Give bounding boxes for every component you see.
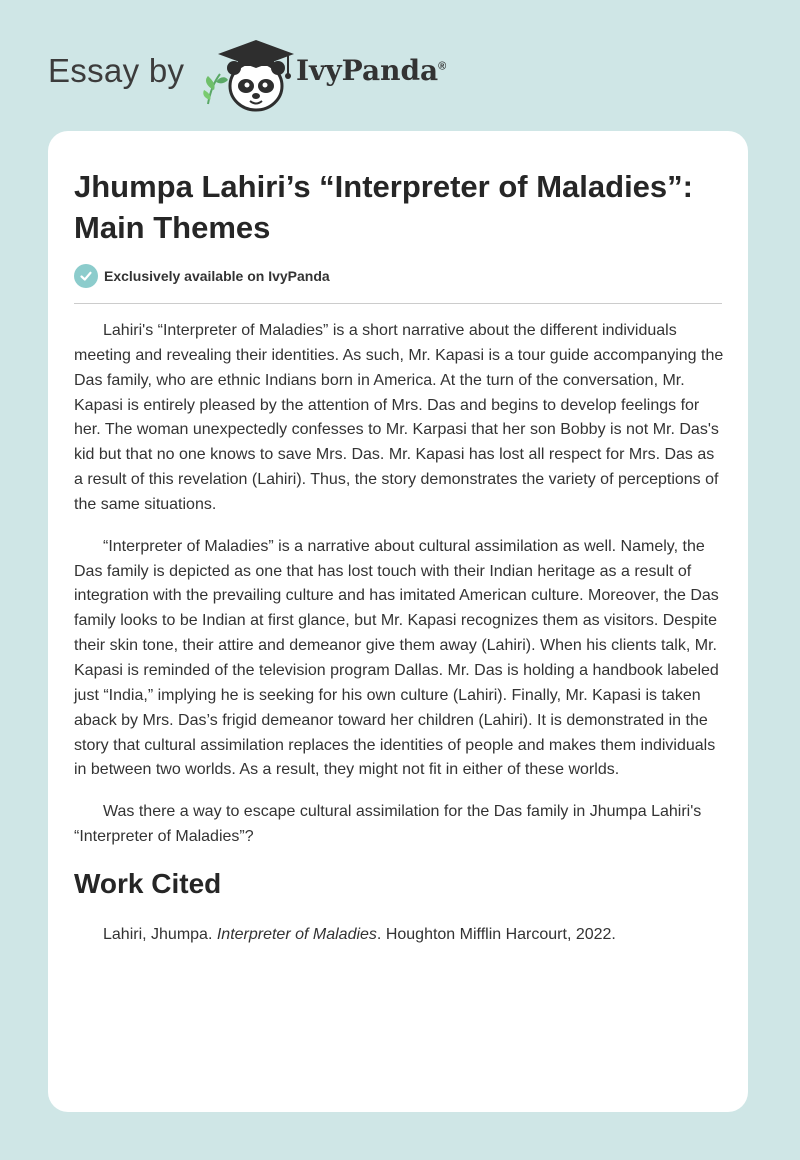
essay-body [74,319,724,947]
check-circle-icon [74,264,98,288]
ivy-leaf-icon [203,74,228,104]
ivypanda-wordmark[interactable]: IvyPanda® [296,54,447,87]
panda-graduate-logo-icon [200,34,296,114]
paragraph: Lahiri's “Interpreter of Maladies” is a short narrative about the different individuals meeting and revealing their identities. As such, Mr. Kapasi is a tour guide accompanying the Das family, who are ethnic Indians born in America. At the turn of the conversation, Mr. Kapasi is entirely pleased by the attention of Mrs. Das and begins to develop feelings for her. The woman unexpectedly confesses to Mr. Karpasi that her son Bobby is not Mr. Das's kid but that no one knows to save Mrs. Das. Mr. Kapasi has lost all respect for Mrs. Das as a result of this revelation (Lahiri). Thus, the story demonstrates the variety of perceptions of the same situations. [74,322,724,513]
paragraph: “Interpreter of Maladies” is a narrative about cultural assimilation as well. Namely, the Das family is depicted as one that has lost touch with their Indian heritage as a result of integration with the prevailing culture and has imitated American culture. Moreover, the Das family looks to be Indian at first glance, but Mr. Kapasi recognizes them as visitors. Despite their skin tone, their attire and demeanor give them away (Lahiri). When his clients talk, Mr. Kapasi is reminded of the television program Dallas. Mr. Das is holding a handbook labeled just “India,” implying he is seeking for his own culture (Lahiri). Finally, Mr. Kapasi is taken aback by Mrs. Das’s frigid demeanor toward her children (Lahiri). It is demonstrated in the story that cultural assimilation replaces the identities of people and makes them individuals in between two worlds. As a result, they might not fit in either of these worlds. [74,537,719,779]
essay-card [48,131,748,1112]
citation-entry [74,923,724,947]
citation-author: Lahiri, Jhumpa. [103,925,217,943]
citation-publisher: . Houghton Mifflin Harcourt, 2022. [376,925,616,943]
work-cited-heading: Work Cited [74,867,222,899]
citation-book-title: Interpreter of Maladies [216,925,377,943]
paragraph: Was there a way to escape cultural assimilation for the Das family in Jhumpa Lahiri's “Interpreter of Maladies”? [74,803,702,846]
title-divider [74,303,722,304]
essay-by-label: Essay by [48,52,185,89]
exclusive-badge [74,264,330,288]
page-title: Jhumpa Lahiri’s “Interpreter of Maladies”: Main Themes [74,169,693,245]
exclusive-badge-label: Exclusively available on IvyPanda [104,268,330,284]
site-header [48,34,508,114]
